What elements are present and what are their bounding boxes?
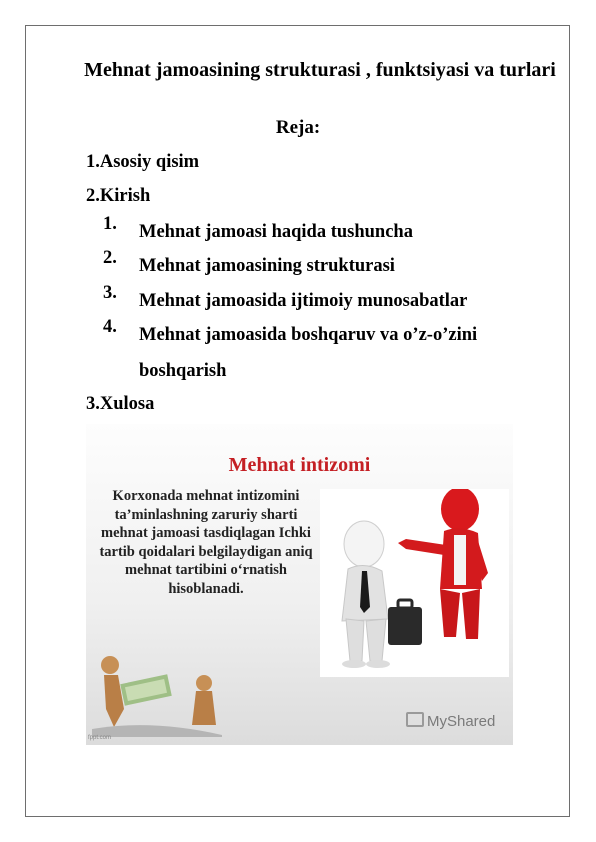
slide-title: Mehnat intizomi	[228, 454, 371, 476]
wooden-figures-money-icon	[92, 649, 222, 737]
figures-photo	[320, 489, 509, 677]
document-title: Mehnat jamoasining strukturasi , funktsiyasi va turlari	[84, 59, 556, 81]
list-text: Mehnat jamoasida ijtimoiy munosabatlar	[139, 291, 468, 311]
list-number: 2.	[103, 248, 117, 268]
plan-heading: Reja:	[275, 117, 321, 138]
section-conclusion: 3.Xulosa	[86, 394, 155, 414]
myshared-logo	[406, 712, 495, 730]
list-item	[103, 248, 519, 284]
section-main: 1.Asosiy qisim	[86, 152, 200, 172]
list-item	[103, 214, 519, 250]
list-number: 4.	[103, 317, 117, 337]
list-item	[103, 317, 519, 389]
list-text: Mehnat jamoasida boshqaruv va o’z-o’zini boshqarish	[139, 325, 478, 381]
slide-image	[86, 424, 513, 745]
list-item	[103, 283, 519, 319]
list-number: 3.	[103, 283, 117, 303]
section-intro: 2.Kirish	[86, 186, 151, 206]
slide-text: Korxonada mehnat intizomini ta’minlashning zaruriy sharti mehnat jamoasi tasdiqlagan Ichki tartib qoidalari belgilaydigan aniq mehnat tartibini o‘rnatish hisoblanadi.	[99, 488, 313, 597]
list-number: 1.	[103, 214, 117, 234]
logo-text: MyShared	[427, 713, 496, 730]
list-text: Mehnat jamoasining strukturasi	[139, 256, 395, 276]
list-text: Mehnat jamoasi haqida tushuncha	[139, 222, 413, 242]
presentation-icon	[406, 712, 424, 727]
slide-credit: fppt.com	[88, 735, 112, 741]
